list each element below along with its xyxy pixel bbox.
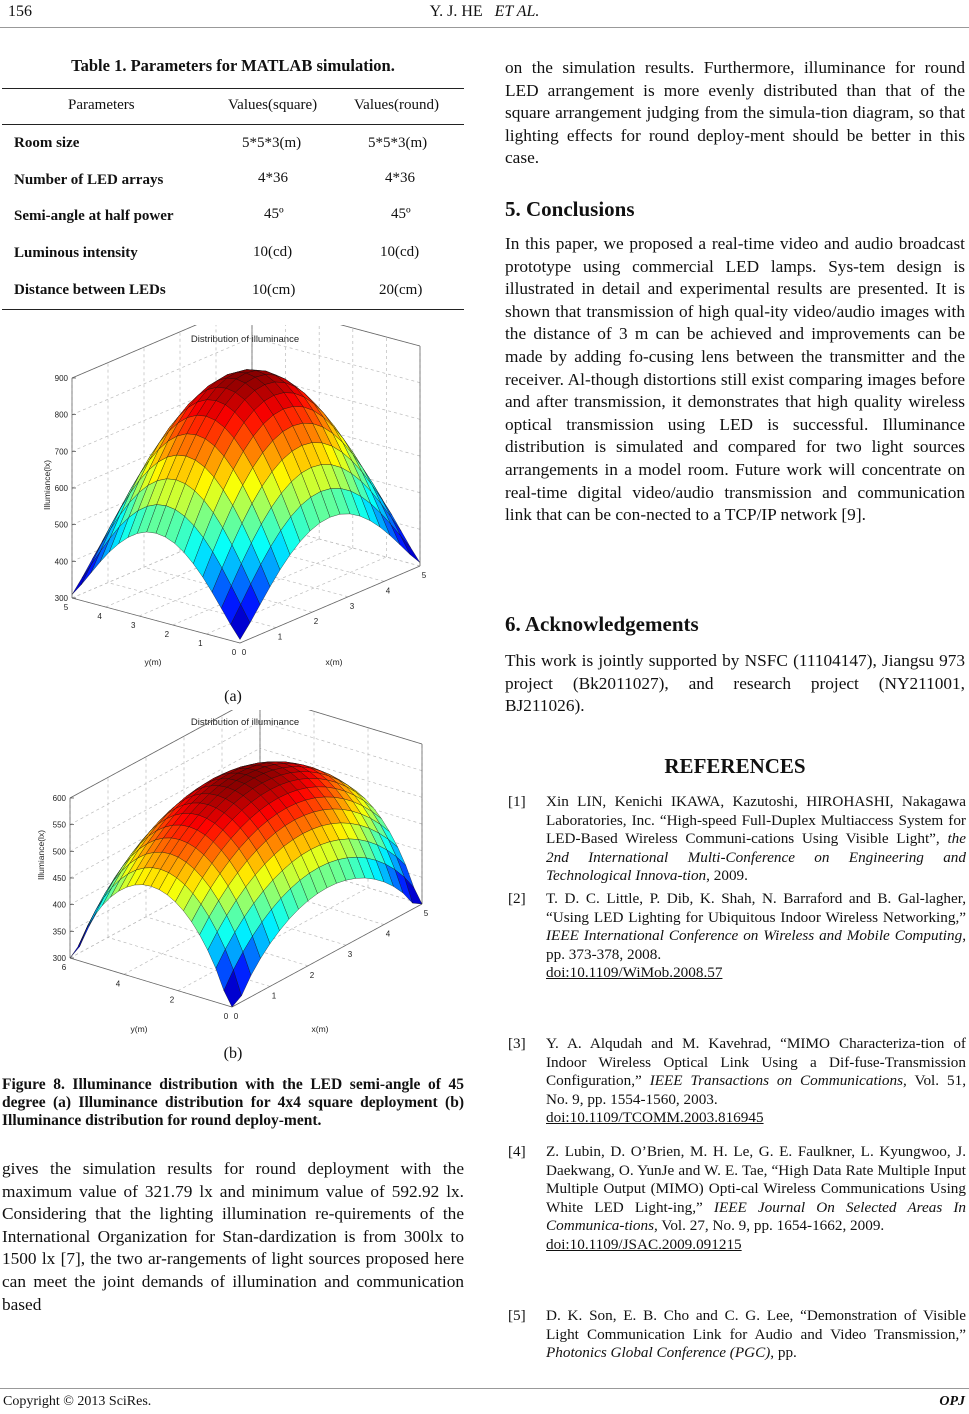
y-tick-label: 2: [164, 630, 170, 639]
subcaption-b: (b): [223, 1045, 243, 1062]
z-tick-label: 900: [54, 374, 68, 383]
reference-venue: IEEE International Conference on Wireless and Mobile Computing: [546, 927, 963, 945]
table-bottom-rule: [2, 309, 464, 310]
table-cell: 5*5*3(m): [242, 135, 302, 151]
y-tick-label: 4: [115, 979, 121, 989]
table-cell: Luminous intensity: [14, 245, 138, 261]
chart-title: Distribution of illuminance: [190, 334, 300, 345]
reference-text: T. D. C. Little, P. Dib, K. Shah, N. Barraford and B. Gal-lagher, “Using LED Lighting for Ubiquitous Indoor Wireless Networking,”: [546, 890, 966, 926]
x-tick-label: 3: [347, 950, 353, 960]
x-tick-label: 4: [385, 929, 391, 939]
surface-patch: [401, 536, 420, 563]
reference-text: Z. Lubin, D. O’Brien, M. H. Le, G. E. Faulkner, L. Kyungwoo, J. Daekwang, O. YunJe and W. E. Tae, “High Data Rate Multiple Input Multiple Output (MIMO) Opti-cal Wireless Communications Using White LED Light-ing,”: [546, 1143, 966, 1216]
section-6-text: This work is jointly supported by NSFC (11104147), Jiangsu 973 project (Bk2011027), and research project (NY211001, BJ211026).: [505, 651, 965, 716]
y-tick-label: 1: [198, 639, 203, 648]
reference-venue: the 2nd International Multi-Conference on Engineering and Technological Innova-tion: [546, 830, 967, 885]
z-tick-label: 450: [52, 874, 66, 883]
z-tick-label: 300: [54, 594, 68, 603]
table-caption: Table 1. Parameters for MATLAB simulation.: [71, 56, 395, 75]
table-top-rule: [2, 88, 464, 89]
table-cell: Semi-angle at half power: [14, 208, 174, 224]
table-cell: 20(cm): [379, 282, 423, 298]
z-tick-label: 500: [54, 520, 68, 530]
page-number: 156: [8, 3, 32, 20]
header-rule: [0, 27, 969, 28]
z-axis-label: Illumiance(lx): [36, 829, 46, 881]
grid-line: [72, 325, 252, 378]
running-head-et-al: ET AL.: [494, 3, 540, 20]
x-tick-label: 5: [421, 571, 427, 580]
table-header-rule: [2, 124, 464, 125]
table-cell: 45º: [264, 206, 284, 222]
reference-venue: IEEE Journal On Selected Areas In Communica-tions: [546, 1198, 966, 1235]
reference-number: [4]: [508, 1143, 526, 1160]
footer-rule: [0, 1388, 969, 1389]
reference-number: [1]: [508, 793, 526, 810]
reference-venue: IEEE Transactions on Communications: [649, 1072, 903, 1090]
section-5-text: In this paper, we proposed a real-time video and audio broadcast prototype using commercial LED lamps. Sys-tem design is illustrated in detail and experimental results are presented. It is shown that transmission of high qual-ity video/audio images with the distance of 3 m can be achieved and improvements can be made by adding fo-cusing lens between the transmitter and the receiver. Al-though distortions still exist comparing images before and after transmission, it demonstrates that high quality wireless optical transmission using LED is successful. Illuminance distribution is simulated and compared for two light sources arrangements in a model room. Future work will concentrate on real-time digital video/audio transmission and communication link that can be con-nected to a TCP/IP network [9].: [505, 234, 965, 525]
z-tick-label: 300: [52, 954, 66, 963]
z-tick-label: 350: [52, 927, 66, 937]
z-tick-label: 400: [54, 557, 68, 567]
x-tick-label: 1: [271, 991, 277, 1001]
reference-venue: Photonics Global Conference (PGC): [546, 1344, 771, 1362]
reference-tail: , 2009.: [706, 867, 748, 885]
reference-tail: , pp. 373-378, 2008.: [546, 927, 966, 963]
running-head: [0, 3, 969, 21]
axis-line: [72, 325, 252, 378]
table-cell: Distance between LEDs: [14, 282, 166, 298]
surface-plot-b: [0, 710, 466, 1040]
y-tick-label: 0: [231, 648, 237, 657]
x-tick-label: 0: [241, 648, 247, 657]
table-cell: 4*36: [258, 170, 288, 186]
table-cell: 10(cm): [252, 282, 296, 298]
chart-title: Distribution of illuminance: [190, 717, 300, 728]
x-tick-label: 1: [277, 632, 283, 642]
z-tick-label: 400: [52, 900, 66, 910]
reference-number: [5]: [508, 1307, 526, 1324]
y-tick-label: 3: [130, 621, 136, 630]
x-axis-label: x(m): [311, 1024, 329, 1034]
table-cell: Number of LED arrays: [14, 172, 164, 188]
x-tick-label: 5: [423, 909, 429, 918]
reference-number: [2]: [508, 890, 526, 907]
x-tick-label: 0: [233, 1012, 239, 1021]
z-tick-label: 700: [54, 447, 68, 457]
table-header-cell: Parameters: [68, 97, 135, 113]
y-tick-label: 6: [61, 963, 67, 972]
surface-patch: [391, 524, 410, 554]
table-header-cell: Values(round): [354, 97, 439, 113]
y-axis-label: y(m): [144, 657, 162, 667]
y-tick-label: 5: [63, 603, 69, 612]
surface-patch: [70, 926, 88, 958]
table-cell: 5*5*3(m): [368, 135, 428, 151]
reference-tail: , Vol. 51, No. 9, pp. 1554-1560, 2003.: [546, 1072, 966, 1108]
y-tick-label: 2: [169, 995, 175, 1005]
z-tick-label: 800: [54, 410, 68, 420]
journal-abbrev: OPJ: [939, 1394, 965, 1409]
z-tick-label: 550: [52, 820, 66, 830]
subcaption-a: (a): [224, 688, 242, 705]
table-cell: 4*36: [385, 170, 415, 186]
surface-plot-a: [0, 325, 466, 680]
section-5-title: 5. Conclusions: [505, 197, 635, 221]
copyright: Copyright © 2013 SciRes.: [3, 1394, 152, 1409]
axis-line: [70, 958, 232, 1007]
right-paragraph: on the simulation results. Furthermore, illuminance for round LED arrangement is more evenly distributed than that of the square arrangement judging from the simula-tion diagram, so that lighting effects for round deploy-ment should be better in this case.: [505, 58, 965, 168]
surface-patch: [72, 565, 91, 595]
reference-doi-link[interactable]: doi:10.1109/TCOMM.2003.816945: [546, 1109, 764, 1127]
left-paragraph: gives the simulation results for round deployment with the maximum value of 321.79 lx and minimum value of 592.92 lx. Considering that the lighting illumination re-quirements of the International Organization for Stan-dardization is from 300lx to 1500 lx [7], the two ar-rangements of light sources proposed here can meet the joint demands of illumination and communication based: [2, 1159, 464, 1314]
y-tick-label: 0: [223, 1012, 229, 1021]
z-axis-label: Illumiance(lx): [42, 459, 52, 511]
reference-doi-link[interactable]: doi:10.1109/JSAC.2009.091215: [546, 1235, 742, 1253]
y-tick-label: 4: [97, 612, 102, 621]
reference-text: Xin LIN, Kenichi IKAWA, Kazutoshi, HIROHASHI, Nakagawa Laboratories, Inc. “High-speed Full-Duplex Multiaccess System for LED-Based Wireless Communi-cations Using Visible Light”,: [546, 793, 966, 848]
reference-doi-link[interactable]: doi:10.1109/WiMob.2008.57: [546, 964, 723, 982]
z-tick-label: 500: [52, 847, 66, 857]
figure-caption: Figure 8. Illuminance distribution with the LED semi-angle of 45 degree (a) Illuminance distribution for 4x4 square deployment (b) Illuminance distribution for round deploy-ment.: [2, 1076, 464, 1129]
section-6-title: 6. Acknowledgements: [505, 612, 699, 636]
references-title: REFERENCES: [664, 754, 806, 778]
table-cell: 10(cd): [380, 244, 420, 260]
table-cell: 10(cd): [253, 244, 293, 260]
x-tick-label: 2: [309, 970, 315, 980]
x-tick-label: 3: [349, 601, 355, 611]
table-header-cell: Values(square): [228, 97, 318, 113]
table-cell: Room size: [14, 135, 80, 151]
surface-patch: [94, 888, 112, 916]
running-head-authors: Y. J. HE: [429, 3, 483, 20]
reference-tail: , Vol. 27, No. 9, pp. 1654-1662, 2009.: [654, 1217, 885, 1235]
table-cell: 45º: [391, 206, 411, 222]
surface-patch: [91, 538, 110, 573]
reference-tail: , pp.: [770, 1344, 797, 1362]
x-tick-label: 2: [313, 617, 319, 627]
reference-text: D. K. Son, E. B. Cho and C. G. Lee, “Demonstration of Visible Light Communication Link for Audio and Video Transmission,”: [546, 1307, 966, 1343]
z-tick-label: 600: [54, 484, 68, 493]
reference-text: Y. A. Alqudah and M. Kavehrad, “MIMO Characteriza-tion of Indoor Wireless Optical Link Using a Dif-fuse-Transmission Configuration,”: [546, 1035, 966, 1090]
z-tick-label: 600: [52, 794, 66, 803]
x-axis-label: x(m): [325, 657, 343, 667]
y-axis-label: y(m): [130, 1024, 148, 1034]
reference-number: [3]: [508, 1035, 526, 1052]
x-tick-label: 4: [385, 586, 391, 596]
